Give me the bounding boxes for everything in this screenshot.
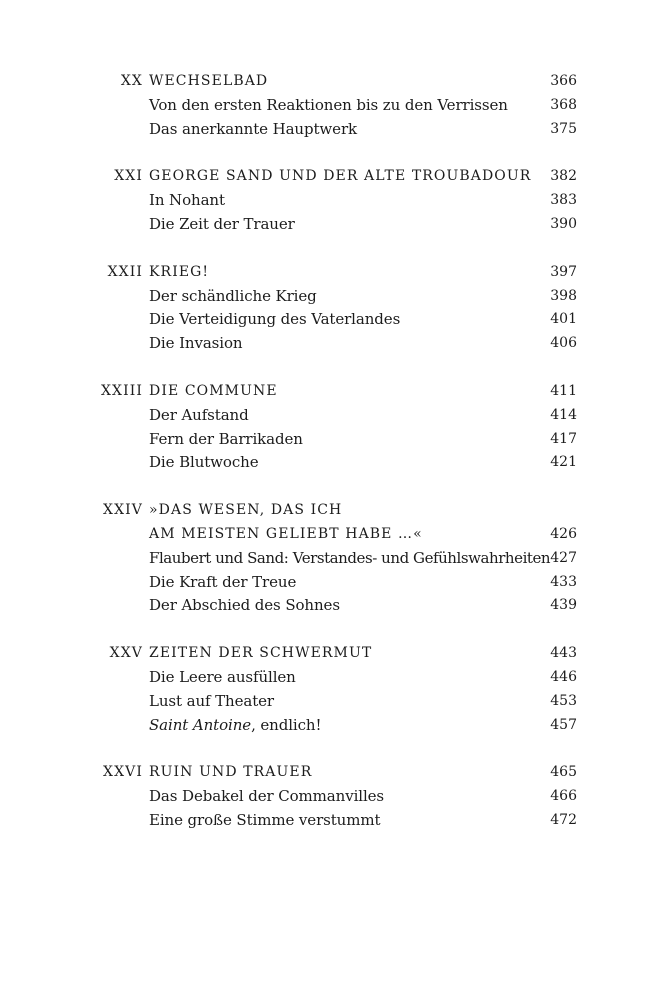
- section-title: Die Blutwoche: [149, 453, 259, 472]
- page-number: 366: [550, 73, 577, 89]
- section-title-rest: , endlich!: [251, 715, 322, 734]
- section-title: Die Leere ausfüllen: [149, 667, 296, 686]
- chapter-title-line2: AM MEISTEN GELIEBT HABE …«: [149, 525, 423, 542]
- section-entry: [0, 428, 651, 452]
- page-number: 421: [550, 454, 577, 471]
- section-title: Das anerkannte Hauptwerk: [149, 119, 358, 138]
- chapter-title: »DAS WESEN, DAS ICH: [149, 502, 343, 519]
- chapter-heading: [0, 165, 651, 189]
- chapter-xxv: [0, 642, 651, 737]
- chapter-heading: [0, 499, 651, 523]
- page-number: 368: [550, 96, 577, 113]
- chapter-xxiii: [0, 380, 651, 475]
- page-number: 398: [550, 287, 577, 304]
- page-number: 406: [550, 335, 577, 352]
- page-number: 414: [550, 406, 577, 423]
- section-entry: [0, 809, 651, 833]
- page-number: 457: [550, 716, 577, 733]
- page-number: 375: [550, 120, 577, 137]
- section-entry: [0, 94, 651, 118]
- chapter-heading: [0, 261, 651, 285]
- chapter-xxvi: [0, 761, 651, 832]
- page-number: 466: [550, 788, 577, 805]
- chapter-xxii: [0, 261, 651, 356]
- section-title: Der Abschied des Sohnes: [149, 596, 340, 615]
- chapter-number: XXVI: [103, 764, 143, 781]
- page-number: 382: [550, 168, 577, 185]
- section-entry: [0, 285, 651, 309]
- page-number: 411: [550, 382, 577, 399]
- chapter-heading: [0, 761, 651, 785]
- chapter-xx: [0, 70, 651, 141]
- section-entry: [0, 118, 651, 142]
- page-number: 383: [550, 192, 577, 209]
- chapter-number: XXII: [107, 263, 143, 280]
- section-title: Lust auf Theater: [149, 691, 274, 710]
- page-number: 446: [550, 668, 577, 685]
- chapter-title: WECHSELBAD: [149, 73, 269, 89]
- section-entry: [0, 690, 651, 714]
- page-number: 401: [550, 311, 577, 328]
- chapter-heading: [0, 380, 651, 404]
- section-title: Von den ersten Reaktionen bis zu den Verrissen: [149, 95, 508, 114]
- chapter-title: KRIEG!: [149, 263, 210, 280]
- chapter-title: GEORGE SAND UND DER ALTE TROUBADOUR: [149, 168, 532, 185]
- chapter-title: RUIN UND TRAUER: [149, 764, 313, 781]
- table-of-contents: [0, 70, 651, 857]
- page-number: 427: [550, 549, 577, 566]
- chapter-xxi: [0, 165, 651, 236]
- section-entry: [0, 332, 651, 356]
- page-number: 443: [550, 645, 577, 662]
- section-title: Die Kraft der Treue: [149, 572, 297, 591]
- page-number: 426: [550, 525, 577, 542]
- section-title: Die Zeit der Trauer: [149, 214, 295, 233]
- section-title: Der Aufstand: [149, 405, 249, 424]
- section-entry: [0, 189, 651, 213]
- chapter-number: XXV: [109, 645, 143, 662]
- section-entry: [0, 308, 651, 332]
- section-title: Die Invasion: [149, 334, 243, 353]
- chapter-number: XXIII: [100, 382, 143, 399]
- chapter-xxiv: [0, 499, 651, 618]
- page-number: 453: [550, 692, 577, 709]
- section-entry: [0, 547, 651, 571]
- page-number: 397: [550, 263, 577, 280]
- page-number: 433: [550, 573, 577, 590]
- section-entry: [0, 571, 651, 595]
- page-number: 472: [550, 811, 577, 828]
- section-title: Der schändliche Krieg: [149, 286, 317, 305]
- page-number: 390: [550, 215, 577, 232]
- chapter-number: XXI: [114, 168, 143, 185]
- section-title: Eine große Stimme verstummt: [149, 810, 381, 829]
- page-number: 439: [550, 597, 577, 614]
- section-entry: [0, 785, 651, 809]
- section-title: Das Debakel der Commanvilles: [149, 787, 385, 806]
- section-title: Fern der Barrikaden: [149, 429, 303, 448]
- chapter-number: XX: [120, 73, 143, 89]
- page-number: 465: [550, 764, 577, 781]
- chapter-heading: [0, 642, 651, 666]
- chapter-title: ZEITEN DER SCHWERMUT: [149, 645, 373, 662]
- section-entry: [0, 451, 651, 475]
- chapter-number: XXIV: [103, 502, 143, 519]
- chapter-heading-continued: [0, 523, 651, 547]
- section-title-italic: Saint Antoine: [149, 715, 252, 734]
- section-title: Flaubert und Sand: Verstandes- und Gefühlswahrheiten: [149, 548, 551, 567]
- section-title: In Nohant: [149, 191, 225, 210]
- section-entry: [0, 714, 651, 738]
- section-entry: [0, 594, 651, 618]
- chapter-title: DIE COMMUNE: [149, 382, 278, 399]
- page-number: 417: [550, 430, 577, 447]
- section-entry: [0, 666, 651, 690]
- section-title: Die Verteidigung des Vaterlandes: [149, 310, 401, 329]
- section-title: [149, 714, 321, 738]
- chapter-heading: [0, 70, 651, 94]
- section-entry: [0, 404, 651, 428]
- section-entry: [0, 213, 651, 237]
